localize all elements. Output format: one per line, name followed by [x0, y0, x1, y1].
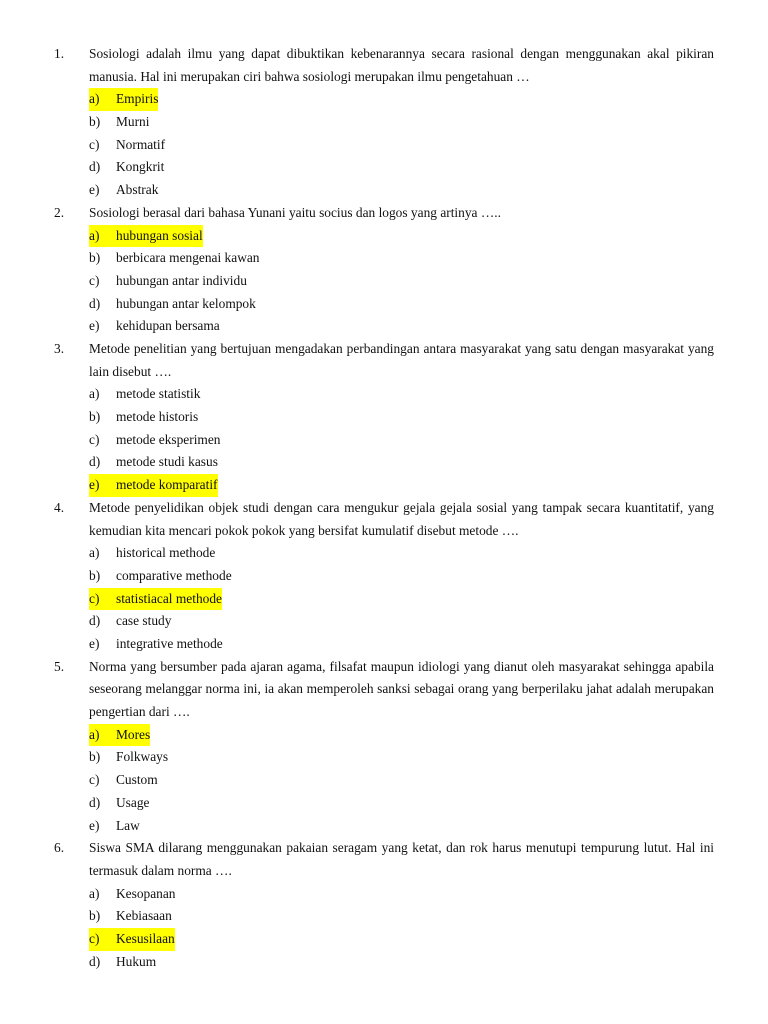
option-text: comparative methode	[116, 567, 232, 583]
option-item	[0, 179, 768, 202]
option-text: metode studi kasus	[116, 454, 218, 470]
option-letter: c)	[89, 931, 100, 946]
option-a	[89, 542, 215, 565]
option-letter: d)	[89, 454, 101, 470]
option-item	[0, 315, 768, 338]
option-item	[0, 270, 768, 293]
option-b	[89, 565, 232, 588]
option-letter: d)	[89, 613, 101, 629]
option-item	[0, 746, 768, 769]
option-b	[89, 247, 260, 270]
question-number: 4.	[54, 499, 65, 515]
question-text: Sosiologi adalah ilmu yang dapat dibuktikan kebenarannya secara rasional dengan menggunakan akal pikiran manusia. Hal ini merupakan ciri bahwa sosiologi merupakan ilmu pengetahuan …	[89, 46, 714, 84]
option-letter: a)	[89, 386, 100, 402]
option-b	[89, 905, 172, 928]
option-text: Folkways	[116, 749, 169, 765]
option-text: Murni	[116, 114, 150, 130]
option-item	[0, 542, 768, 565]
option-item	[0, 293, 768, 316]
option-text: Usage	[116, 794, 150, 810]
option-text: berbicara mengenai kawan	[116, 250, 260, 266]
option-item	[0, 951, 768, 974]
option-a	[89, 225, 203, 248]
option-text: case study	[116, 613, 172, 629]
option-text: Hukum	[116, 953, 157, 969]
option-letter: c)	[89, 431, 100, 447]
question-number: 2.	[54, 204, 65, 220]
option-letter: c)	[89, 772, 100, 788]
option-letter: d)	[89, 953, 101, 969]
option-letter: a)	[89, 726, 100, 742]
question-5	[0, 656, 768, 838]
question-text: Metode penelitian yang bertujuan mengadakan perbandingan antara masyarakat yang satu dengan masyarakat yang lain disebut ….	[89, 340, 714, 379]
option-letter: b)	[89, 409, 101, 425]
option-c	[89, 429, 220, 452]
question-text: Sosiologi berasal dari bahasa Yunani yaitu socius dan logos yang artinya …..	[89, 204, 501, 220]
option-text: historical methode	[116, 545, 216, 561]
option-item	[0, 633, 768, 656]
option-item	[0, 610, 768, 633]
option-item	[0, 588, 768, 611]
option-letter: b)	[89, 749, 101, 765]
option-letter: e)	[89, 635, 100, 651]
option-item	[0, 225, 768, 248]
option-item	[0, 792, 768, 815]
option-item	[0, 406, 768, 429]
option-text: hubungan antar kelompok	[116, 295, 256, 311]
option-item	[0, 883, 768, 906]
option-c	[89, 134, 165, 157]
option-c	[89, 588, 222, 611]
option-text: Mores	[116, 726, 151, 742]
option-b	[89, 406, 198, 429]
option-letter: a)	[89, 885, 100, 901]
question-number: 3.	[54, 340, 65, 356]
option-item	[0, 429, 768, 452]
option-text: Kongkrit	[116, 159, 165, 175]
option-letter: c)	[89, 590, 100, 606]
option-letter: b)	[89, 567, 101, 583]
option-item	[0, 88, 768, 111]
option-item	[0, 905, 768, 928]
option-text: statistiacal methode	[116, 590, 222, 606]
option-d	[89, 293, 256, 316]
option-letter: a)	[89, 545, 100, 561]
question-4	[0, 497, 768, 656]
option-text: Normatif	[116, 136, 166, 152]
option-d	[89, 156, 164, 179]
question-6	[0, 837, 768, 973]
option-item	[0, 134, 768, 157]
option-c	[89, 769, 158, 792]
option-a	[89, 88, 158, 111]
option-a	[89, 724, 150, 747]
question-number: 1.	[54, 46, 65, 61]
option-item	[0, 724, 768, 747]
option-letter: b)	[89, 908, 101, 924]
option-letter: e)	[89, 182, 100, 198]
option-text: Custom	[116, 772, 158, 788]
question-number: 5.	[54, 658, 65, 674]
option-d	[89, 951, 156, 974]
option-text: Kebiasaan	[116, 908, 172, 924]
option-text: Kesopanan	[116, 885, 176, 901]
option-item	[0, 383, 768, 406]
option-text: Abstrak	[116, 182, 159, 198]
option-e	[89, 315, 220, 338]
option-letter: e)	[89, 318, 100, 334]
option-text: hubungan sosial	[116, 227, 203, 243]
option-letter: c)	[89, 136, 100, 152]
option-letter: c)	[89, 272, 100, 288]
option-text: metode statistik	[116, 386, 201, 402]
option-text: metode komparatif	[116, 477, 218, 493]
option-item	[0, 156, 768, 179]
option-b	[89, 746, 168, 769]
option-text: Kesusilaan	[116, 931, 175, 946]
option-a	[89, 383, 200, 406]
question-text: Metode penyelidikan objek studi dengan cara mengukur gejala gejala sosial yang tampak secara kuantitatif, yang kemudian kita mencari pokok pokok yang bersifat kumulatif disebut metode ….	[89, 499, 714, 538]
option-letter: e)	[89, 477, 100, 493]
question-text: Siswa SMA dilarang menggunakan pakaian seragam yang ketat, dan rok harus menutupi tempurung lutut. Hal ini termasuk dalam norma ….	[89, 840, 714, 878]
option-letter: a)	[89, 91, 100, 107]
option-text: hubungan antar individu	[116, 272, 247, 288]
option-letter: d)	[89, 794, 101, 810]
option-d	[89, 792, 149, 815]
option-item	[0, 769, 768, 792]
option-item	[0, 928, 768, 951]
option-letter: a)	[89, 227, 100, 243]
option-d	[89, 451, 218, 474]
question-1	[0, 43, 768, 202]
option-item	[0, 815, 768, 838]
option-b	[89, 111, 149, 134]
option-item	[0, 247, 768, 270]
option-text: kehidupan bersama	[116, 318, 220, 334]
question-text: Norma yang bersumber pada ajaran agama, filsafat maupun idiologi yang dianut oleh masyarakat sehingga apabila seseorang melanggar norma ini, ia akan memperoleh sanksi sebagai orang yang berperilaku jahat adalah merupakan pengertian dari ….	[89, 658, 714, 720]
option-e	[89, 815, 140, 838]
option-text: metode eksperimen	[116, 431, 221, 447]
option-d	[89, 610, 171, 633]
option-letter: d)	[89, 295, 101, 311]
option-letter: d)	[89, 159, 101, 175]
option-item	[0, 451, 768, 474]
option-item	[0, 111, 768, 134]
option-e	[89, 179, 158, 202]
option-c	[89, 270, 247, 293]
option-letter: e)	[89, 817, 100, 833]
option-c	[89, 928, 175, 951]
option-item	[0, 474, 768, 497]
option-text: metode historis	[116, 409, 199, 425]
option-text: Law	[116, 817, 140, 833]
option-text: integrative methode	[116, 635, 223, 651]
question-3	[0, 338, 768, 497]
option-letter: b)	[89, 114, 101, 130]
option-item	[0, 565, 768, 588]
option-e	[89, 633, 223, 656]
option-e	[89, 474, 218, 497]
option-a	[89, 883, 176, 906]
option-text: Empiris	[116, 91, 159, 107]
question-2	[0, 202, 768, 338]
option-letter: b)	[89, 250, 101, 266]
question-number: 6.	[54, 840, 65, 856]
